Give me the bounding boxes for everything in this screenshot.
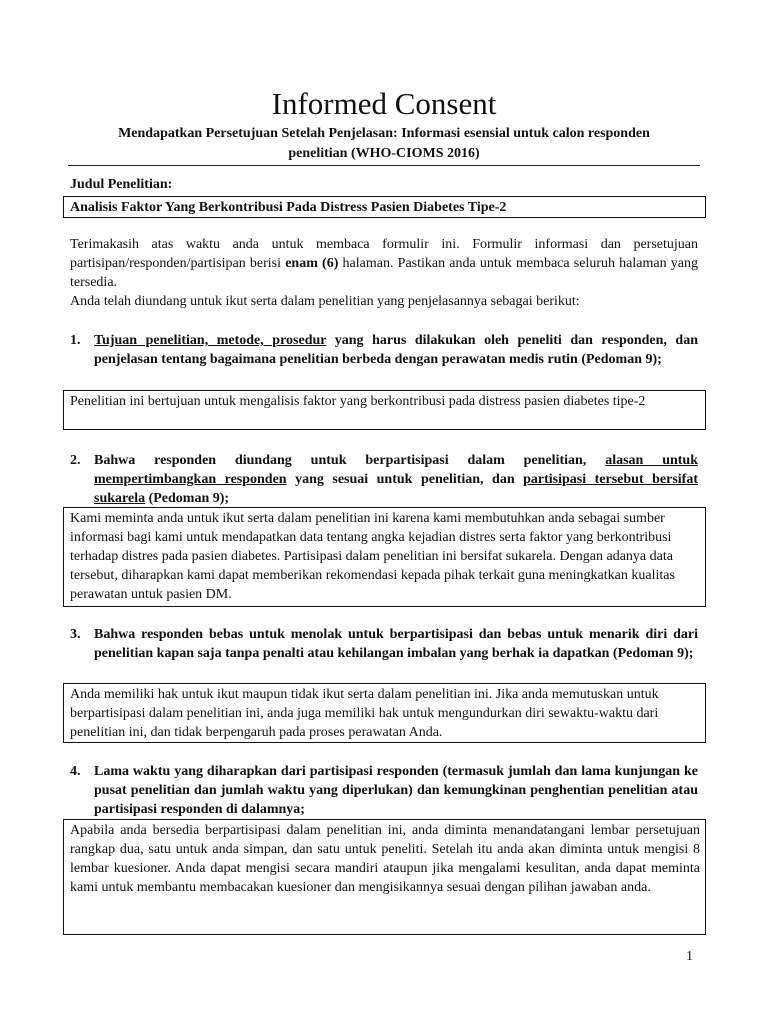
section-text: Bahwa responden diundang untuk berpartisipasi dalam penelitian, <box>94 453 606 468</box>
header-divider <box>68 165 700 166</box>
underlined-phrase: Tujuan penelitian, metode, prosedur <box>94 333 327 348</box>
intro-text-end: halaman. Pastikan anda untuk membaca seluruh halaman yang tersedia. <box>70 256 698 290</box>
section-2-heading <box>70 451 698 508</box>
document-subtitle: Mendapatkan Persetujuan Setelah Penjelasan: Informasi esensial untuk calon responden penelitian (WHO-CIOMS 2016) <box>118 126 650 161</box>
section-1-heading <box>70 331 698 369</box>
underlined-phrase: alasan untuk mempertimbangkan responden <box>94 453 698 487</box>
section-text: yang sesuai untuk penelitian, dan <box>286 472 524 487</box>
intro-page-count: enam (6) <box>285 256 339 271</box>
section-3-heading <box>70 625 698 663</box>
page-number: 1 <box>686 949 693 964</box>
section-2-answer-box: Kami meminta anda untuk ikut serta dalam penelitian ini karena kami membutuhkan anda sebagai sumber informasi bagi kami untuk mendapatkan data tentang angka kejadian distres serta faktor yang berkontribusi terhadap distres pada pasien diabetes. Partisipasi dalam penelitian ini bersifat sukarela. Dengan adanya data tersebut, diharapkan kami dapat memberikan rekomendasi kepada pihak terkait guna meningkatkan kualitas perawatan untuk pasien DM. <box>63 507 706 607</box>
section-4-heading <box>70 762 698 819</box>
section-number: 2. <box>70 453 81 468</box>
section-text: yang harus dilakukan oleh peneliti dan responden, dan penjelasan tentang bagaimana penelitian berbeda dengan perawatan medis rutin (Pedoman 9); <box>94 333 699 367</box>
intro-paragraph <box>70 235 698 292</box>
section-number: 4. <box>70 764 81 779</box>
document-title: Informed Consent <box>271 86 497 121</box>
section-text: Lama waktu yang diharapkan dari partisipasi responden (termasuk jumlah dan lama kunjungan ke pusat penelitian dan jumlah waktu yang diperlukan) dan kemungkinan penghentian penelitian atau partisipasi responden di dalamnya; <box>94 764 698 817</box>
section-number: 3. <box>70 627 81 642</box>
research-title-box: Analisis Faktor Yang Berkontribusi Pada Distress Pasien Diabetes Tipe-2 <box>63 196 706 218</box>
section-text: (Pedoman 9); <box>145 491 230 506</box>
intro-invitation: Anda telah diundang untuk ikut serta dalam penelitian yang penjelasannya sebagai berikut: <box>70 294 580 309</box>
section-1-answer-box: Penelitian ini bertujuan untuk mengalisis faktor yang berkontribusi pada distress pasien diabetes tipe-2 <box>63 390 706 430</box>
intro-text: Terimakasih atas waktu anda untuk membaca formulir ini. Formulir informasi dan persetujuan partisipan/responden/partisipan berisi <box>70 237 698 271</box>
section-4-answer-box: Apabila anda bersedia berpartisipasi dalam penelitian ini, anda diminta menandatangani lembar persetujuan rangkap dua, satu untuk anda simpan, dan satu untuk peneliti. Setelah itu anda akan diminta untuk mengisi 8 lembar kuesioner. Anda dapat mengisi secara mandiri ataupun jika mengalami kesulitan, anda dapat meminta kami untuk membantu membacakan kuesioner dan mengisikannya sesuai dengan pilihan jawaban anda. <box>63 819 706 935</box>
section-number: 1. <box>70 333 81 348</box>
section-text: Bahwa responden bebas untuk menolak untuk berpartisipasi dan bebas untuk menarik diri dari penelitian kapan saja tanpa penalti atau kehilangan imbalan yang berhak ia dapatkan (Pedoman 9); <box>94 627 698 661</box>
section-3-answer-box: Anda memiliki hak untuk ikut maupun tidak ikut serta dalam penelitian ini. Jika anda memutuskan untuk berpartisipasi dalam penelitian ini, anda juga memiliki hak untuk mengundurkan diri sewaktu-waktu dari penelitian ini, dan tidak berpengaruh pada proses perawatan Anda. <box>63 683 706 743</box>
underlined-phrase: partisipasi tersebut bersifat sukarela <box>94 472 698 506</box>
research-title-label: Judul Penelitian: <box>70 177 173 192</box>
